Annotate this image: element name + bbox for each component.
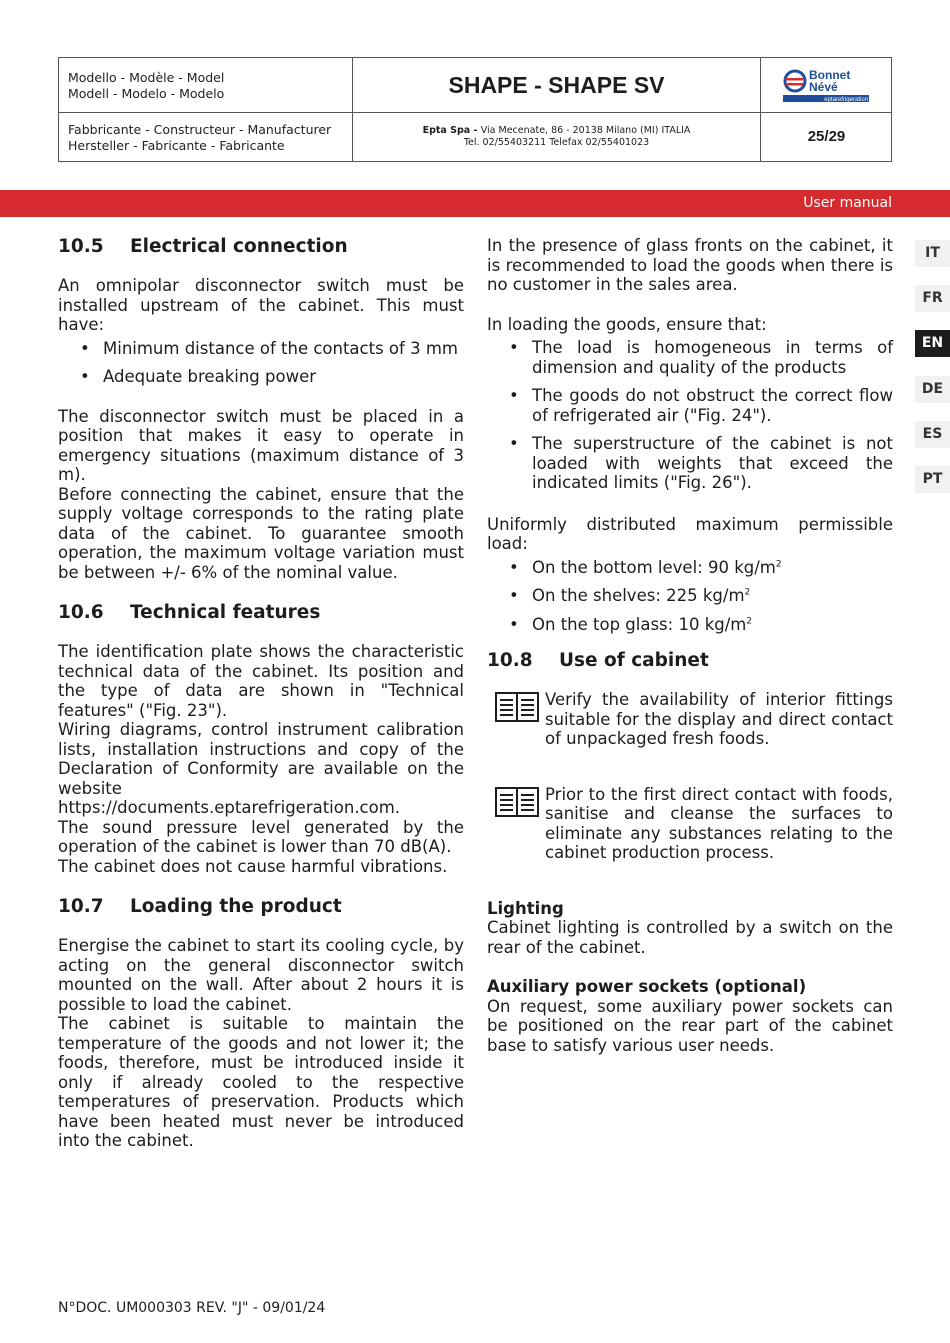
lighting-heading: Lighting — [487, 898, 564, 918]
list-item: • The load is homogeneous in terms of dimension and quality of the products — [487, 338, 893, 377]
paragraph: The sound pressure level generated by the operation of the cabinet is lower than 70 dB(A). — [58, 817, 464, 856]
list-item: • The superstructure of the cabinet is not loaded with weights that exceed the indicated limits ("Fig. 26"). — [487, 434, 893, 493]
bonnet-neve-logo — [781, 66, 871, 104]
right-column — [487, 236, 893, 1055]
section-heading-10-5 — [58, 236, 464, 258]
list-item — [487, 558, 893, 578]
section-title: Loading the product — [130, 896, 342, 917]
page-number: 25/29 — [807, 128, 846, 145]
paragraph: The cabinet is suitable to maintain the temperature of the goods and not lower it; the foods, therefore, must be introduced inside it only if already cooled to the respective temperatures of preservation. Products which have been heated must never be introduced into the cabinet. — [58, 1014, 464, 1150]
paragraph: Cabinet lighting is controlled by a switch on the rear of the cabinet. — [487, 918, 893, 957]
list-item — [487, 615, 893, 635]
lang-tab-de[interactable]: DE — [915, 376, 950, 403]
logo-text-1: Bonnet — [809, 68, 851, 82]
bullet-list — [58, 339, 464, 387]
note-text: Prior to the first direct contact with foods, sanitise and cleanse the surfaces to eliminate any substances relating to the cabinet production process. — [545, 784, 893, 862]
list-item: • Adequate breaking power — [58, 367, 464, 387]
paragraph: The identification plate shows the characteristic technical data of the cabinet. Its position and the type of data are shown in "Technical features" ("Fig. 23"). — [58, 642, 464, 720]
note-block — [487, 785, 893, 863]
superscript: 2 — [744, 587, 751, 598]
logo-subtext: eptarefrigeration — [824, 97, 868, 103]
load-text: On the bottom level: 90 kg/m — [532, 557, 776, 577]
paragraph: Before connecting the cabinet, ensure that the supply voltage corresponds to the rating plate data of the cabinet. To guarantee smooth operation, the maximum voltage variation must be between +/- 6% of the nominal value. — [58, 484, 464, 582]
brand-logo — [761, 58, 892, 112]
address-line-1: Via Mecenate, 86 - 20138 Milano (MI) ITALIA — [480, 125, 691, 136]
document-header — [58, 57, 892, 162]
lang-tab-en[interactable]: EN — [915, 330, 950, 357]
paragraph: The cabinet does not cause harmful vibrations. — [58, 856, 448, 876]
model-label-line-1: Modello - Modèle - Model — [68, 70, 225, 85]
paragraph: On request, some auxiliary power sockets can be positioned on the rear part of the cabinet base to satisfy various user needs. — [487, 996, 893, 1055]
list-item: • The goods do not obstruct the correct flow of refrigerated air ("Fig. 24"). — [487, 386, 893, 425]
bullet-list — [487, 338, 893, 493]
section-number: 10.8 — [487, 650, 533, 671]
section-number: 10.5 — [58, 236, 104, 257]
model-label — [68, 70, 348, 102]
section-heading-10-8 — [487, 650, 893, 672]
lang-tab-pt[interactable]: PT — [915, 466, 950, 493]
section-title: Technical features — [130, 602, 321, 623]
paragraph: Uniformly distributed maximum permissible load: — [487, 514, 893, 553]
load-list — [487, 558, 893, 635]
left-column — [58, 236, 464, 1151]
document-footer: N°DOC. UM000303 REV. "J" - 09/01/24 — [58, 1300, 326, 1316]
address-line-2: Tel. 02/55403211 Telefax 02/55401023 — [463, 137, 650, 148]
paragraph: In loading the goods, ensure that: — [487, 314, 767, 334]
list-item: • Minimum distance of the contacts of 3 mm — [58, 339, 464, 359]
lang-tab-fr[interactable]: FR — [915, 285, 950, 312]
logo-text-2: Névé — [809, 80, 838, 94]
section-band — [0, 190, 950, 217]
section-number: 10.6 — [58, 602, 104, 623]
superscript: 2 — [775, 559, 782, 569]
paragraph: An omnipolar disconnector switch must be installed upstream of the cabinet. This must have: — [58, 276, 464, 334]
note-block — [487, 690, 893, 749]
section-number: 10.7 — [58, 896, 104, 917]
load-text: On the top glass: 10 kg/m — [532, 614, 747, 634]
section-heading-10-7 — [58, 896, 464, 918]
note-text: Verify the availability of interior fittings suitable for the display and direct contact of unpackaged fresh foods. — [545, 690, 893, 748]
section-title: Electrical connection — [130, 236, 348, 257]
band-label: User manual — [803, 195, 892, 211]
section-heading-10-6 — [58, 602, 464, 624]
section-title: Use of cabinet — [559, 650, 709, 671]
paragraph: In the presence of glass fronts on the cabinet, it is recommended to load the goods when there is no customer in the sales area. — [487, 236, 893, 294]
lang-tab-es[interactable]: ES — [915, 421, 950, 448]
model-label-line-2: Modell - Modelo - Modelo — [68, 86, 225, 101]
manufacturer-label-line-1: Fabbricante - Constructeur - Manufacturer — [68, 122, 332, 137]
book-icon — [495, 787, 539, 817]
manufacturer-label-line-2: Hersteller - Fabricante - Fabricante — [68, 138, 285, 153]
paragraph: Wiring diagrams, control instrument calibration lists, installation instructions and copy of the Declaration of Conformity are available on the website https://documents.eptarefrigeration.com. — [58, 720, 464, 817]
manufacturer-address — [353, 125, 760, 149]
paragraph: The disconnector switch must be placed in a position that makes it easy to operate in emergency situations (maximum distance of 3 m). — [58, 406, 464, 484]
lang-tab-it[interactable]: IT — [915, 240, 950, 267]
aux-sockets-heading: Auxiliary power sockets (optional) — [487, 977, 807, 996]
load-text: On the shelves: 225 kg/m — [532, 586, 745, 605]
model-title: SHAPE - SHAPE SV — [448, 72, 665, 98]
book-icon — [495, 692, 539, 722]
manufacturer-label — [68, 122, 350, 154]
paragraph: Energise the cabinet to start its cooling cycle, by acting on the general disconnector switch mounted on the wall. After about 2 hours it is possible to load the cabinet. — [58, 936, 464, 1014]
address-company: Epta Spa - — [422, 125, 481, 136]
superscript: 2 — [746, 616, 753, 626]
list-item — [487, 586, 893, 606]
